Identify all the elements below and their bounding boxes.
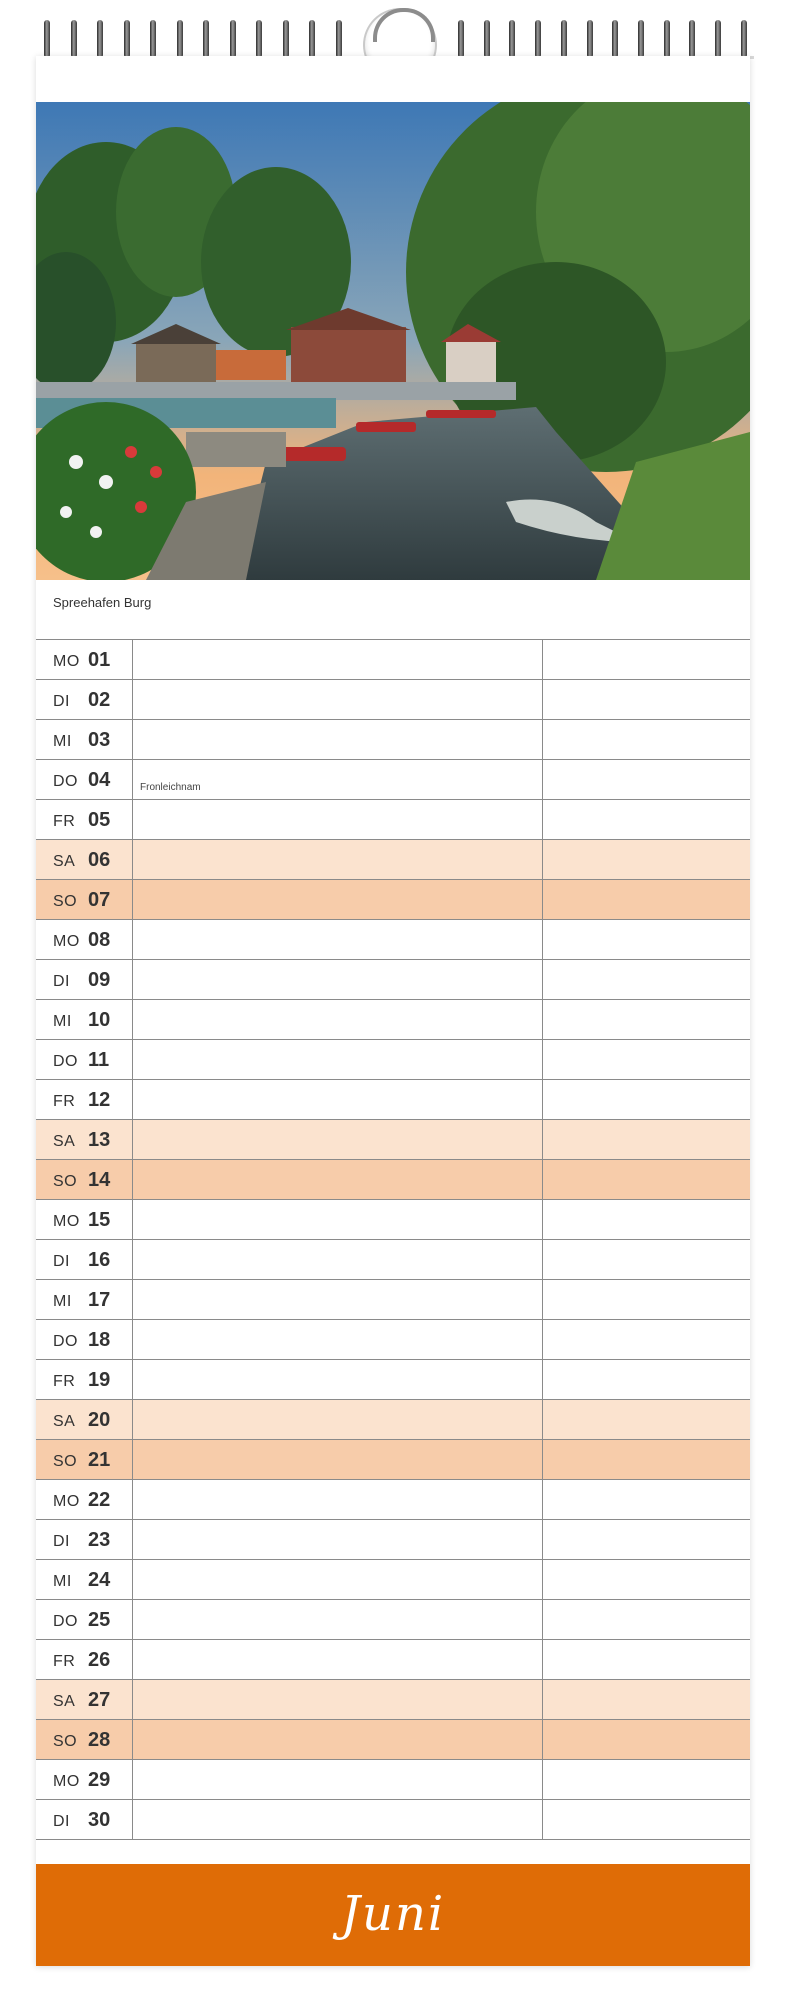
column-divider: [132, 1440, 133, 1479]
day-number: 15: [88, 1209, 111, 1231]
day-number: 03: [88, 729, 111, 751]
binding-ring-icon: [741, 20, 747, 58]
column-divider: [542, 720, 543, 759]
weekday-label: DI: [53, 1533, 70, 1550]
column-divider: [542, 1200, 543, 1239]
column-divider: [542, 1120, 543, 1159]
day-row[interactable]: [36, 1520, 750, 1560]
weekday-label: FR: [53, 1373, 76, 1390]
day-number: 20: [88, 1409, 111, 1431]
binding-ring-icon: [177, 20, 183, 58]
column-divider: [542, 960, 543, 999]
column-divider: [132, 1080, 133, 1119]
weekday-label: MO: [53, 1493, 80, 1510]
day-number: 17: [88, 1289, 111, 1311]
day-row[interactable]: [36, 1240, 750, 1280]
column-divider: [132, 1200, 133, 1239]
binding-ring-icon: [230, 20, 236, 58]
column-divider: [132, 1360, 133, 1399]
column-divider: [542, 760, 543, 799]
weekday-label: DI: [53, 973, 70, 990]
column-divider: [542, 1480, 543, 1519]
column-divider: [132, 1720, 133, 1759]
weekday-label: SO: [53, 893, 78, 910]
column-divider: [542, 1160, 543, 1199]
column-divider: [132, 1560, 133, 1599]
day-row[interactable]: [36, 1280, 750, 1320]
day-row[interactable]: [36, 960, 750, 1000]
weekday-label: SO: [53, 1733, 78, 1750]
month-photo: [36, 102, 750, 580]
weekday-label: DI: [53, 1813, 70, 1830]
column-divider: [132, 1760, 133, 1799]
day-number: 18: [88, 1329, 111, 1351]
day-number: 21: [88, 1449, 111, 1471]
column-divider: [542, 1720, 543, 1759]
column-divider: [542, 1760, 543, 1799]
holiday-note: Fronleichnam: [140, 782, 201, 793]
day-row[interactable]: [36, 1360, 750, 1400]
day-number: 22: [88, 1489, 111, 1511]
column-divider: [132, 1120, 133, 1159]
column-divider: [132, 1480, 133, 1519]
binding-ring-icon: [715, 20, 721, 58]
column-divider: [132, 880, 133, 919]
day-row[interactable]: [36, 1680, 750, 1720]
day-row[interactable]: [36, 720, 750, 760]
binding-ring-icon: [535, 20, 541, 58]
binding-ring-icon: [124, 20, 130, 58]
column-divider: [132, 1160, 133, 1199]
column-divider: [132, 1600, 133, 1639]
column-divider: [542, 1520, 543, 1559]
day-number: 04: [88, 769, 111, 791]
day-number: 10: [88, 1009, 111, 1031]
weekday-label: DO: [53, 1053, 78, 1070]
binding-ring-icon: [458, 20, 464, 58]
weekday-label: DO: [53, 1613, 78, 1630]
weekday-label: MO: [53, 1213, 80, 1230]
day-number: 12: [88, 1089, 111, 1111]
day-row[interactable]: [36, 1120, 750, 1160]
day-row[interactable]: [36, 1200, 750, 1240]
weekday-label: FR: [53, 1093, 76, 1110]
column-divider: [542, 1640, 543, 1679]
column-divider: [542, 800, 543, 839]
column-divider: [132, 960, 133, 999]
day-number: 29: [88, 1769, 111, 1791]
binding-ring-icon: [203, 20, 209, 58]
column-divider: [542, 1600, 543, 1639]
binding-ring-icon: [561, 20, 567, 58]
day-row[interactable]: [36, 1440, 750, 1480]
weekday-label: DO: [53, 1333, 78, 1350]
weekday-label: FR: [53, 1653, 76, 1670]
weekday-label: MO: [53, 933, 80, 950]
day-number: 01: [88, 649, 111, 671]
binding-ring-icon: [509, 20, 515, 58]
weekday-label: SA: [53, 853, 76, 870]
day-row[interactable]: [36, 1400, 750, 1440]
column-divider: [542, 1280, 543, 1319]
day-number: 23: [88, 1529, 111, 1551]
column-divider: [132, 1240, 133, 1279]
day-row[interactable]: [36, 640, 750, 680]
weekday-label: SA: [53, 1693, 76, 1710]
column-divider: [542, 680, 543, 719]
binding-ring-icon: [689, 20, 695, 58]
column-divider: [542, 1000, 543, 1039]
column-divider: [542, 1680, 543, 1719]
column-divider: [132, 680, 133, 719]
day-number: 08: [88, 929, 111, 951]
day-number: 30: [88, 1809, 111, 1831]
binding-ring-icon: [587, 20, 593, 58]
column-divider: [132, 800, 133, 839]
column-divider: [132, 1520, 133, 1559]
weekday-label: MO: [53, 653, 80, 670]
day-row[interactable]: [36, 840, 750, 880]
day-row[interactable]: [36, 1760, 750, 1800]
day-number: 19: [88, 1369, 111, 1391]
day-row[interactable]: [36, 1160, 750, 1200]
column-divider: [132, 1800, 133, 1839]
day-row[interactable]: [36, 800, 750, 840]
day-number: 09: [88, 969, 111, 991]
hanger-hook-icon: [373, 8, 435, 42]
day-number: 05: [88, 809, 111, 831]
column-divider: [542, 1440, 543, 1479]
binding-ring-icon: [97, 20, 103, 58]
weekday-label: SO: [53, 1453, 78, 1470]
day-number: 25: [88, 1609, 111, 1631]
weekday-label: MI: [53, 1573, 72, 1590]
day-number: 14: [88, 1169, 111, 1191]
column-divider: [132, 840, 133, 879]
column-divider: [542, 640, 543, 679]
column-divider: [132, 720, 133, 759]
binding-ring-icon: [71, 20, 77, 58]
column-divider: [542, 1800, 543, 1839]
day-number: 24: [88, 1569, 111, 1591]
column-divider: [132, 640, 133, 679]
column-divider: [132, 760, 133, 799]
day-row[interactable]: [36, 1000, 750, 1040]
column-divider: [542, 1240, 543, 1279]
day-number: 07: [88, 889, 111, 911]
column-divider: [542, 1080, 543, 1119]
column-divider: [132, 1400, 133, 1439]
day-number: 28: [88, 1729, 111, 1751]
weekday-label: MO: [53, 1773, 80, 1790]
month-title: Juni: [340, 1886, 446, 1942]
day-number: 27: [88, 1689, 111, 1711]
binding-ring-icon: [336, 20, 342, 58]
day-row[interactable]: [36, 680, 750, 720]
day-row[interactable]: [36, 1800, 750, 1840]
column-divider: [132, 1640, 133, 1679]
binding-ring-icon: [612, 20, 618, 58]
weekday-label: MI: [53, 1293, 72, 1310]
day-number: 13: [88, 1129, 111, 1151]
column-divider: [542, 1040, 543, 1079]
weekday-label: SA: [53, 1413, 76, 1430]
column-divider: [132, 920, 133, 959]
day-number: 11: [88, 1049, 110, 1071]
weekday-label: FR: [53, 813, 76, 830]
day-number: 02: [88, 689, 111, 711]
binding-ring-icon: [150, 20, 156, 58]
column-divider: [132, 1280, 133, 1319]
weekday-label: DO: [53, 773, 78, 790]
column-divider: [542, 880, 543, 919]
day-row[interactable]: [36, 1640, 750, 1680]
binding-ring-icon: [283, 20, 289, 58]
column-divider: [542, 1560, 543, 1599]
day-number: 26: [88, 1649, 111, 1671]
day-row[interactable]: [36, 1720, 750, 1760]
column-divider: [542, 1320, 543, 1359]
day-number: 06: [88, 849, 111, 871]
weekday-label: MI: [53, 733, 72, 750]
weekday-label: DI: [53, 1253, 70, 1270]
weekday-label: SO: [53, 1173, 78, 1190]
column-divider: [132, 1040, 133, 1079]
binding-ring-icon: [484, 20, 490, 58]
day-row[interactable]: [36, 760, 750, 800]
day-row[interactable]: [36, 920, 750, 960]
column-divider: [542, 1360, 543, 1399]
column-divider: [542, 920, 543, 959]
binding-ring-icon: [638, 20, 644, 58]
day-grid: [36, 639, 750, 1840]
photo-image: [36, 102, 750, 580]
day-row[interactable]: [36, 1560, 750, 1600]
calendar-sheet: [36, 56, 750, 1966]
day-row[interactable]: [36, 1040, 750, 1080]
binding-ring-icon: [664, 20, 670, 58]
day-row[interactable]: [36, 1080, 750, 1120]
column-divider: [132, 1680, 133, 1719]
weekday-label: SA: [53, 1133, 76, 1150]
weekday-label: DI: [53, 693, 70, 710]
day-row[interactable]: [36, 1320, 750, 1360]
column-divider: [132, 1320, 133, 1359]
binding-ring-icon: [44, 20, 50, 58]
binding-ring-icon: [256, 20, 262, 58]
column-divider: [132, 1000, 133, 1039]
day-row[interactable]: [36, 880, 750, 920]
column-divider: [542, 1400, 543, 1439]
binding-ring-icon: [309, 20, 315, 58]
day-row[interactable]: [36, 1480, 750, 1520]
month-band: [36, 1864, 750, 1966]
photo-caption: Spreehafen Burg: [53, 595, 152, 610]
day-number: 16: [88, 1249, 111, 1271]
weekday-label: MI: [53, 1013, 72, 1030]
day-row[interactable]: [36, 1600, 750, 1640]
column-divider: [542, 840, 543, 879]
